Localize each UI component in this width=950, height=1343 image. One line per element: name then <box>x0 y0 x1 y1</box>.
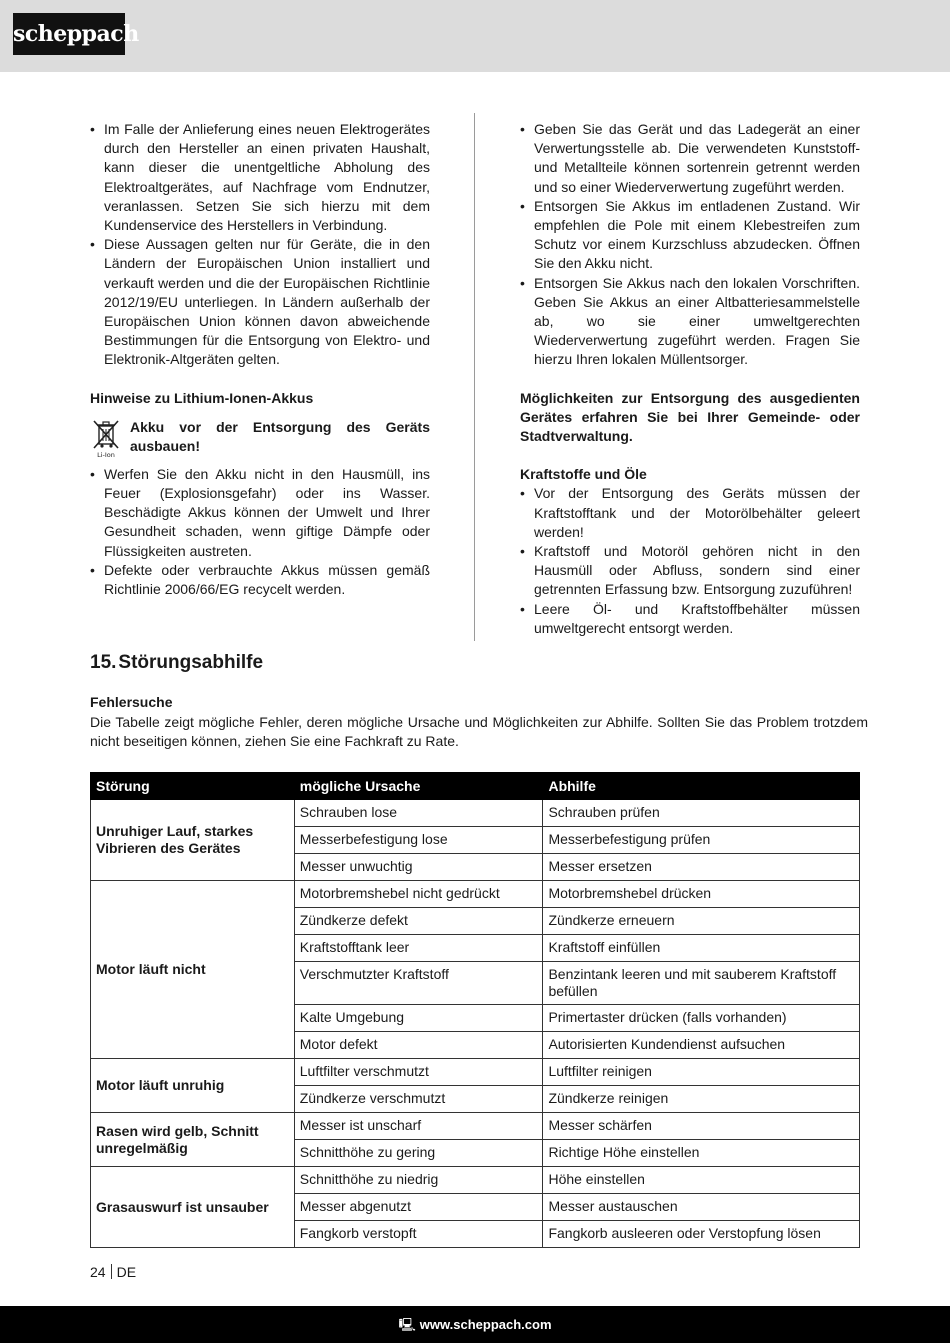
column-header-cause: mögliche Ursache <box>294 773 543 800</box>
cause-cell: Kalte Umgebung <box>294 1005 543 1032</box>
remedy-cell: Motorbremshebel drücken <box>543 881 860 908</box>
crossed-bin-li-ion-icon <box>90 418 122 458</box>
cause-cell: Messer abgenutzt <box>294 1194 543 1221</box>
cause-cell: Messer unwuchtig <box>294 854 543 881</box>
list-item: • Leere Öl- und Kraftstoffbehälter müssen umweltgerecht entsorgt werden. <box>520 600 860 638</box>
list-item: • Vor der Entsorgung des Geräts müssen der Kraftstofftank und der Motorölbehälter geleert werden! <box>520 484 860 542</box>
page-number-divider <box>111 1264 112 1279</box>
remedy-cell: Messer ersetzen <box>543 854 860 881</box>
column-header-remedy: Abhilfe <box>543 773 860 800</box>
fault-cell: Grasauswurf ist unsauber <box>91 1167 295 1248</box>
left-column <box>90 120 430 599</box>
section-title <box>90 652 263 674</box>
list-item: • Diese Aussagen gelten nur für Geräte, die in den Ländern der Europäischen Union installiert und verkauft werden und die der Europäischen Richtlinie 2012/19/EU unterliegen. In Ländern außerhalb der Europäischen Union können davon abweichende Bestimmungen für die Entsorgung von Elektro- und Elektronik-Altgeräten gelten. <box>90 235 430 369</box>
fault-cell: Motor läuft nicht <box>91 881 295 1059</box>
remedy-cell: Zündkerze reinigen <box>543 1086 860 1113</box>
remedy-cell: Primertaster drücken (falls vorhanden) <box>543 1005 860 1032</box>
header-band <box>0 0 950 72</box>
page-number <box>90 1264 136 1280</box>
svg-text:Li-Ion: Li-Ion <box>97 450 115 458</box>
remedy-cell: Benzintank leeren und mit sauberem Kraftstoff befüllen <box>543 962 860 1005</box>
cause-cell: Motor defekt <box>294 1032 543 1059</box>
cause-cell: Luftfilter verschmutzt <box>294 1059 543 1086</box>
remedy-cell: Messer austauschen <box>543 1194 860 1221</box>
intro-paragraph: Die Tabelle zeigt mögliche Fehler, deren mögliche Ursache und Möglichkeiten zur Abhilfe. Sollten Sie das Problem trotzdem nicht beseitigen können, ziehen Sie eine Fachkraft zu Rate. <box>90 714 868 750</box>
remedy-cell: Luftfilter reinigen <box>543 1059 860 1086</box>
fuel-heading: Kraftstoffe und Öle <box>520 466 647 483</box>
fault-cell: Rasen wird gelb, Schnitt unregelmäßig <box>91 1113 295 1167</box>
remedy-cell: Kraftstoff einfüllen <box>543 935 860 962</box>
remedy-cell: Richtige Höhe einstellen <box>543 1140 860 1167</box>
column-header-fault: Störung <box>91 773 295 800</box>
table-row <box>91 1059 860 1086</box>
troubleshooting-heading: Fehlersuche <box>90 694 173 710</box>
recycling-bullet-list <box>520 120 860 370</box>
list-item: • Entsorgen Sie Akkus im entladenen Zustand. Wir empfehlen die Pole mit einem Klebestreifen zum Schutz vor einem Kurzschluss abzudecken. Öffnen Sie den Akku nicht. <box>520 197 860 274</box>
cause-cell: Schrauben lose <box>294 800 543 827</box>
list-item: • Kraftstoff und Motoröl gehören nicht in den Hausmüll oder Abfluss, sondern sind einer getrennten Erfassung bzw. Entsorgung zuzuführen! <box>520 542 860 600</box>
remedy-cell: Höhe einstellen <box>543 1167 860 1194</box>
battery-warning <box>90 418 430 458</box>
list-item: • Defekte oder verbrauchte Akkus müssen gemäß Richtlinie 2006/66/EG recycelt werden. <box>90 561 430 599</box>
footer-band <box>0 1306 950 1343</box>
remedy-cell: Messer schärfen <box>543 1113 860 1140</box>
list-item: • Werfen Sie den Akku nicht in den Hausmüll, ins Feuer (Explosionsgefahr) oder ins Wasser. Beschädigte Akkus können der Umwelt und Ihrer Gesundheit schaden, wenn giftige Dämpfe oder Flüssigkeiten austreten. <box>90 465 430 561</box>
disposal-bullet-list <box>90 120 430 370</box>
cause-cell: Motorbremshebel nicht gedrückt <box>294 881 543 908</box>
website-link[interactable]: www.scheppach.com <box>419 1317 552 1332</box>
cause-cell: Schnitthöhe zu niedrig <box>294 1167 543 1194</box>
lithium-heading: Hinweise zu Lithium-Ionen-Akkus <box>90 389 314 406</box>
list-item: • Geben Sie das Gerät und das Ladegerät an einer Verwertungsstelle ab. Die verwendeten Kunststoff- und Metallteile können sortenrein getrennt werden und so einer Wiederverwertung zugeführt werden. <box>520 120 860 197</box>
cause-cell: Kraftstofftank leer <box>294 935 543 962</box>
list-item: • Entsorgen Sie Akkus nach den lokalen Vorschriften. Geben Sie Akkus an einer Altbatteriesammelstelle ab, wo sie einer umweltgerechten Wiederverwertung zugeführt werden. Fragen Sie hierzu Ihren lokalen Müllentsorger. <box>520 274 860 370</box>
cause-cell: Schnitthöhe zu gering <box>294 1140 543 1167</box>
table-header-row <box>91 773 860 800</box>
cause-cell: Messerbefestigung lose <box>294 827 543 854</box>
remedy-cell: Schrauben prüfen <box>543 800 860 827</box>
troubleshooting-table <box>90 772 860 1248</box>
page-number-value: 24 <box>90 1264 106 1280</box>
cause-cell: Messer ist unscharf <box>294 1113 543 1140</box>
right-column <box>520 120 860 638</box>
language-code: DE <box>116 1264 137 1280</box>
warning-text: Akku vor der Entsorgung des Geräts ausbauen! <box>130 418 430 455</box>
fault-cell: Unruhiger Lauf, starkes Vibrieren des Gerätes <box>91 800 295 881</box>
cause-cell: Fangkorb verstopft <box>294 1221 543 1248</box>
fault-cell: Motor läuft unruhig <box>91 1059 295 1113</box>
computer-icon: 🖳 <box>398 1317 416 1332</box>
scheppach-logo: scheppach <box>13 13 125 55</box>
remedy-cell: Messerbefestigung prüfen <box>543 827 860 854</box>
disposal-note: Möglichkeiten zur Entsorgung des ausgedienten Gerätes erfahren Sie bei Ihrer Gemeinde- oder Stadtverwaltung. <box>520 389 860 445</box>
remedy-cell: Fangkorb ausleeren oder Verstopfung lösen <box>543 1221 860 1248</box>
section-title-text: Störungsabhilfe <box>118 652 264 673</box>
table-row <box>91 1113 860 1140</box>
column-divider <box>474 113 475 641</box>
table-row <box>91 1167 860 1194</box>
remedy-cell: Autorisierten Kundendienst aufsuchen <box>543 1032 860 1059</box>
remedy-cell: Zündkerze erneuern <box>543 908 860 935</box>
cause-cell: Zündkerze verschmutzt <box>294 1086 543 1113</box>
battery-bullet-list <box>90 465 430 599</box>
section-number: 15. <box>90 652 117 673</box>
table-row <box>91 881 860 908</box>
cause-cell: Zündkerze defekt <box>294 908 543 935</box>
fuel-bullet-list <box>520 484 860 638</box>
table-row <box>91 800 860 827</box>
list-item: • Im Falle der Anlieferung eines neuen Elektrogerätes durch den Hersteller an einen privaten Haushalt, kann dieser die unentgeltliche Abholung des Elektroaltgerätes, auf Nachfrage vom Endnutzer, veranlassen. Setzen Sie sich hierzu mit dem Kundenservice des Herstellers in Verbindung. <box>90 120 430 235</box>
cause-cell: Verschmutzter Kraftstoff <box>294 962 543 1005</box>
